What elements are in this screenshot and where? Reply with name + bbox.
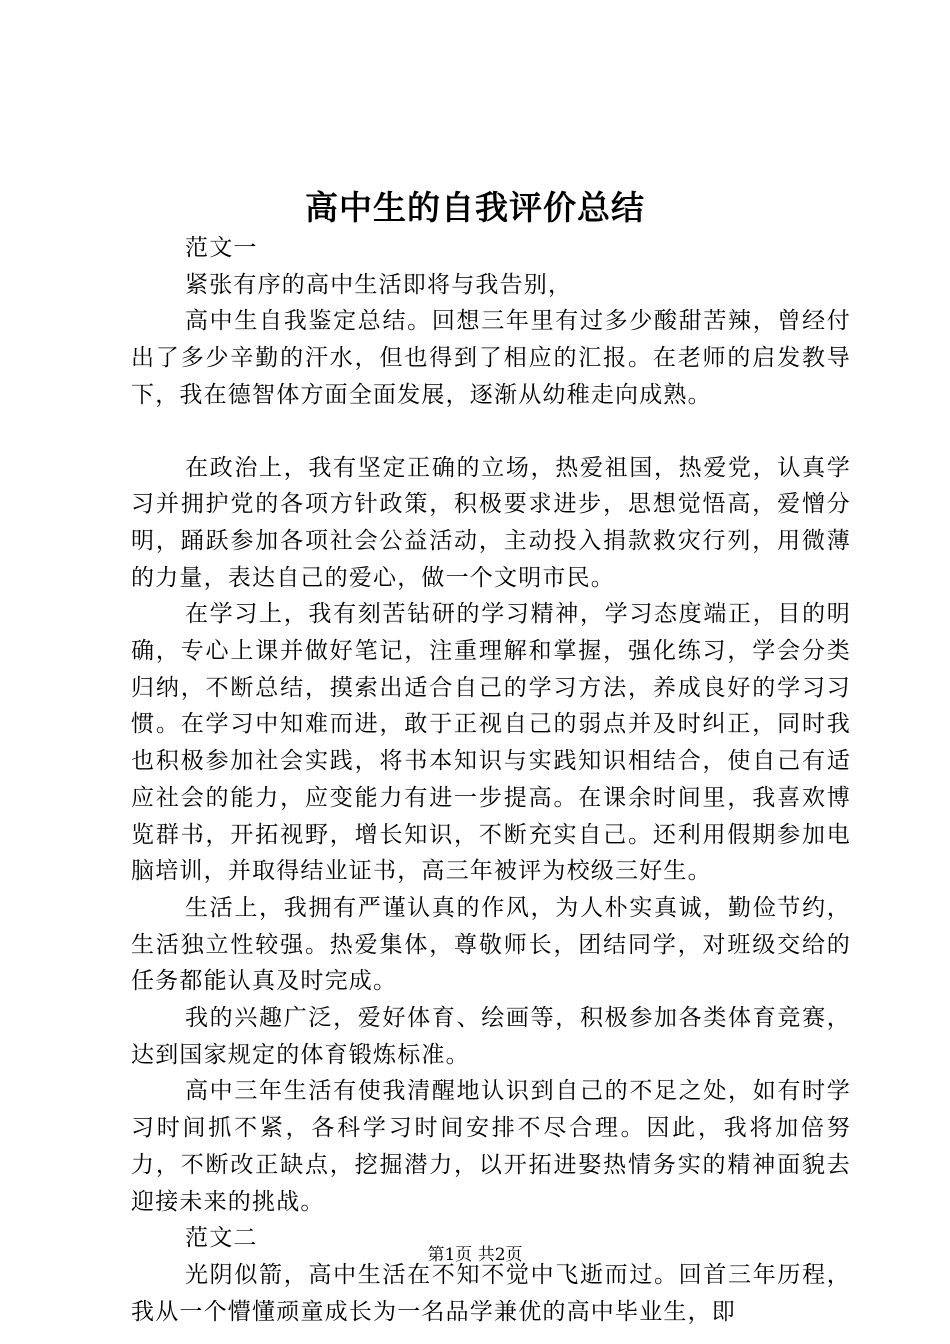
paragraph: 生活上，我拥有严谨认真的作风，为人朴实真诚，勤俭节约，生活独立性较强。热爱集体，尊敬师长，团结同学，对班级交给的任务都能认真及时完成。 [131,894,851,995]
page-footer: 第1页 共2页 [427,1245,523,1265]
paragraph: 光阴似箭，高中生活在不知不觉中飞逝而过。回首三年历程，我从一个懵懂顽童成长为一名品学兼优的高中毕业生，即 [131,1261,851,1325]
paragraph: 高中三年生活有使我清醒地认识到自己的不足之处，如有时学习时间抓不紧，各科学习时间安排不尽合理。因此，我将加倍努力，不断改正缺点，挖掘潜力，以开拓进娶热情务实的精神面貌去迎接未来的挑战。 [131,1078,851,1215]
page-title: 高中生的自我评价总结 [305,188,645,227]
paragraph-section-heading: 范文一 [185,235,258,261]
paragraph-section-heading: 范文二 [185,1225,258,1252]
paragraph: 我的兴趣广泛，爱好体育、绘画等，积极参加各类体育竞赛，达到国家规定的体育锻炼标准。 [131,1005,851,1068]
paragraph: 高中生自我鉴定总结。回想三年里有过多少酸甜苦辣，曾经付出了多少辛勤的汗水，但也得到了相应的汇报。在老师的启发教导下，我在德智体方面全面发展，逐渐从幼稚走向成熟。 [131,308,851,408]
paragraph: 紧张有序的高中生活即将与我告别， [185,271,573,298]
document-body [131,230,851,1330]
paragraph-gap [131,414,851,450]
paragraph: 在政治上，我有坚定正确的立场，热爱祖国，热爱党，认真学习并拥护党的各项方针政策，积极要求进步，思想觉悟高，爱憎分明，踊跃参加各项社会公益活动，主动投入捐款救灾行列，用微薄的力量，表达自己的爱心，做一个文明市民。 [131,454,851,591]
paragraph: 在学习上，我有刻苦钻研的学习精神，学习态度端正，目的明确，专心上课并做好笔记，注重理解和掌握，强化练习，学会分类归纳，不断总结，摸索出适合自己的学习方法，养成良好的学习习惯。在学习中知难而进，敢于正视自己的弱点并及时纠正，同时我也积极参加社会实践，将书本知识与实践知识相结合，使自己有适应社会的能力，应变能力有进一步提高。在课余时间里，我喜欢博览群书，开拓视野，增长知识，不断充实自己。还利用假期参加电脑培训，并取得结业证书，高三年被评为校级三好生。 [131,601,851,885]
